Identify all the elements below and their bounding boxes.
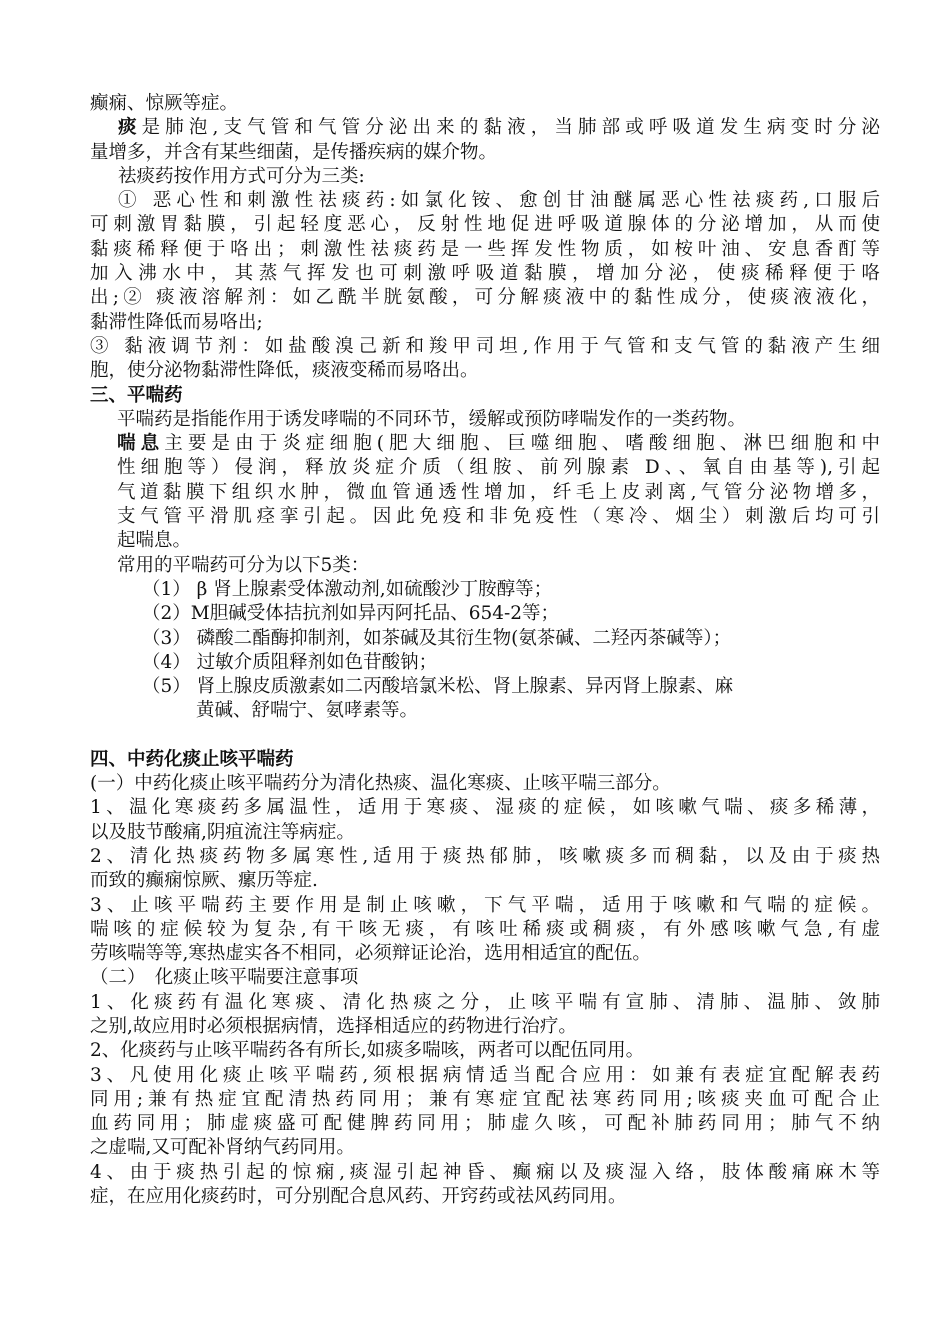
text-line: 3、凡使用化痰止咳平喘药,须根据病情适当配合应用：如兼有表症宜配解表药 (90, 1064, 880, 1086)
text-line: 常用的平喘药可分为以下5类： (117, 554, 370, 576)
text-line: 癫痫、惊厥等症。 (90, 93, 239, 114)
text-line: 喘咳的症候较为复杂,有干咳无痰，有咳吐稀痰或稠痰，有外感咳嗽气急,有虚 (90, 918, 880, 940)
paragraph-phlegm-definition (90, 116, 880, 140)
term-asthma: 喘息 (117, 433, 165, 455)
text-line: 量增多，并含有某些细菌，是传播疾病的媒介物。 (90, 141, 498, 163)
text-line: 祛痰药按作用方式可分为三类: (118, 165, 365, 187)
text-line: 之虚喘,又可配补肾纳气药同用。 (90, 1137, 355, 1159)
text-line: 4、由于痰热引起的惊痫,痰湿引起神昏、癫痫以及痰湿入络，肢体酸痛麻木等 (90, 1161, 880, 1183)
text-line: (一）中药化痰止咳平喘药分为清化热痰、温化寒痰、止咳平喘三部分。 (90, 773, 671, 795)
text-line: 起喘息。 (117, 530, 192, 552)
paragraph-asthma-definition (90, 432, 880, 456)
text-line: 出;② 痰液溶解剂：如乙酰半胱氨酸，可分解痰液中的黏性成分，使痰液液化， (90, 287, 880, 309)
text-line: 黏滞性降低而易咯出; (90, 311, 263, 333)
text-line: 气道黏膜下组织水肿，微血管通透性增加，纤毛上皮剥离,气管分泌物增多， (117, 481, 880, 503)
list-item: （5） 肾上腺皮质激素如二丙酸培氯米松、肾上腺素、异丙肾上腺素、麻 (142, 676, 734, 698)
document-page (90, 92, 880, 1209)
text-line: 主要是由于炎症细胞(肥大细胞、巨噬细胞、嗜酸细胞、淋巴细胞和中 (164, 433, 880, 455)
text-line: ③ 黏液调节剂：如盐酸溴己新和羧甲司坦,作用于气管和支气管的黏液产生细 (90, 335, 880, 357)
text-line: 1、温化寒痰药多属温性，适用于寒痰、湿痰的症候，如咳嗽气喘、痰多稀薄， (90, 797, 880, 819)
spacer (90, 724, 880, 748)
text-line: 症，在应用化痰药时，可分别配合息风药、开窍药或祛风药同用。 (90, 1186, 627, 1208)
text-line: 3、止咳平喘药主要作用是制止咳嗽，下气平喘，适用于咳嗽和气喘的症候。 (90, 894, 880, 916)
text-line: 之别,故应用时必须根据病情，选择相适应的药物进行治疗。 (90, 1015, 577, 1037)
section-heading-antiasthmatic: 三、平喘药 (90, 384, 183, 406)
list-item: （1） β 肾上腺素受体激动剂,如硫酸沙丁胺醇等； (142, 578, 553, 600)
text-line: 1、化痰药有温化寒痰、清化热痰之分，止咳平喘有宣肺、清肺、温肺、敛肺 (90, 991, 880, 1013)
list-item: （4） 过敏介质阻释剂如色苷酸钠； (142, 651, 438, 673)
list-item: （3） 磷酸二酯酶抑制剂，如茶碱及其衍生物(氨茶碱、二羟丙茶碱等）； (142, 627, 732, 649)
section-heading-tcm: 四、中药化痰止咳平喘药 (90, 748, 294, 770)
text-line: ① 恶心性和刺激性祛痰药:如氯化铵、愈创甘油醚属恶心性祛痰药,口服后 (118, 190, 880, 212)
text-line: 2、清化热痰药物多属寒性,适用于痰热郁肺，咳嗽痰多而稠黏，以及由于痰热 (90, 845, 880, 867)
text-line: 同用;兼有热症宜配清热药同用；兼有寒症宜配祛寒药同用;咳痰夹血可配合止 (90, 1088, 880, 1110)
text-line: 胞，使分泌物黏滞性降低，痰液变稀而易咯出。 (90, 360, 479, 382)
text-line: 劳咳喘等等,寒热虚实各不相同，必须辩证论治，选用相适宜的配伍。 (90, 943, 651, 965)
text-line: 支气管平滑肌痉挛引起。因此免疫和非免疫性（寒冷、烟尘）刺激后均可引 (117, 506, 880, 528)
text-line: 可刺激胃黏膜，引起轻度恶心，反射性地促进呼吸道腺体的分泌增加，从而使 (90, 214, 880, 236)
text-line: 是肺泡,支气管和气管分泌出来的黏液，当肺部或呼吸道发生病变时分泌 (141, 117, 880, 139)
text-line: 2、化痰药与止咳平喘药各有所长,如痰多喘咳，两者可以配伍同用。 (90, 1040, 645, 1062)
text-line: 而致的癫痫惊厥、瘰历等症. (90, 870, 318, 892)
text-line: 血药同用；肺虚痰盛可配健脾药同用；肺虚久咳，可配补肺药同用；肺气不纳 (90, 1113, 880, 1135)
term-phlegm: 痰 (118, 117, 142, 139)
list-item: （2）M胆碱受体拮抗剂如异丙阿托品、654-2等； (142, 603, 560, 625)
subsection-heading: （二） 化痰止咳平喘要注意事项 (90, 967, 359, 989)
text-line: 加入沸水中，其蒸气挥发也可刺激呼吸道黏膜，增加分泌，使痰稀释便于咯 (90, 263, 880, 285)
text-line: 黏痰稀释便于咯出；刺激性祛痰药是一些挥发性物质，如桉叶油、安息香酊等 (90, 238, 880, 260)
text-line: 性细胞等）侵润，释放炎症介质（组胺、前列腺素 D、、氧自由基等),引起 (117, 457, 880, 479)
list-item-continuation: 黄碱、舒喘宁、氨哮素等。 (196, 700, 419, 722)
text-line: 以及肢节酸痛,阴疽流注等病症。 (90, 821, 355, 843)
text-line: 平喘药是指能作用于诱发哮喘的不同环节，缓解或预防哮喘发作的一类药物。 (117, 408, 747, 430)
